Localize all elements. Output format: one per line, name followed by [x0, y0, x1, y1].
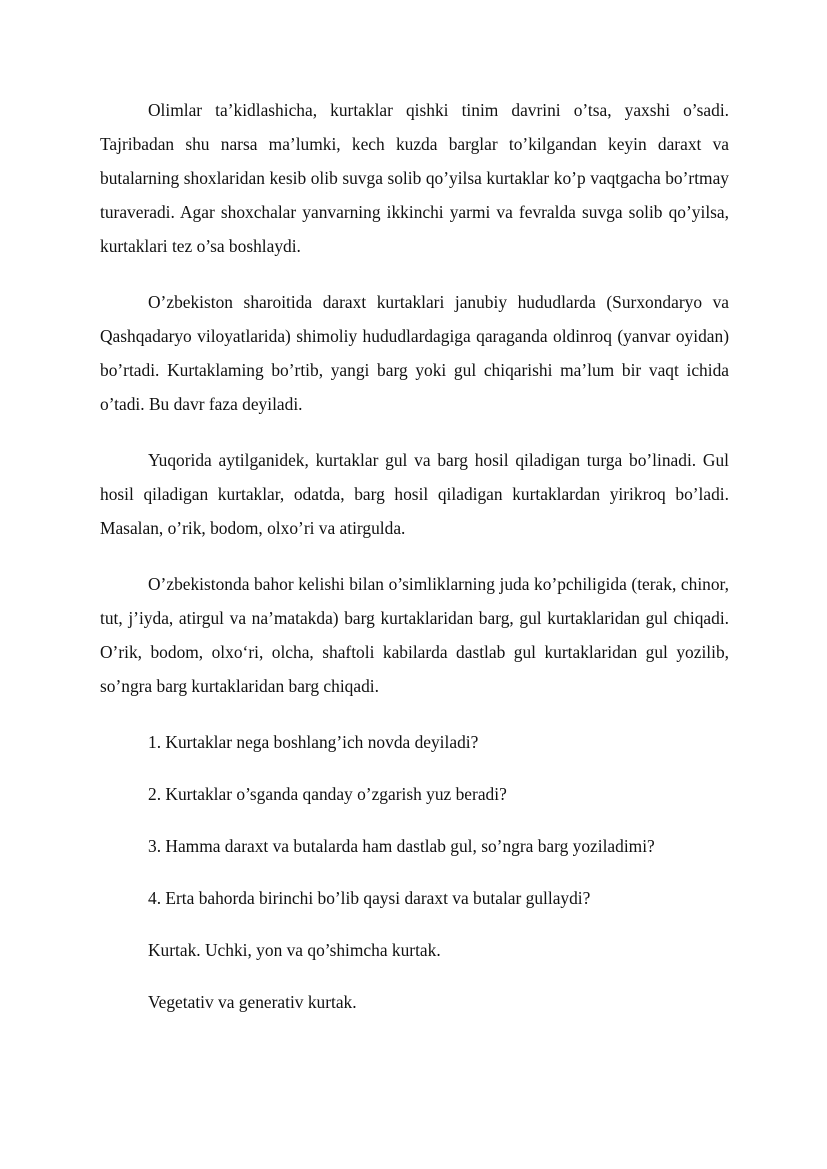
paragraph-2: O’zbekiston sharoitida daraxt kurtaklari janubiy hududlarda (Surxondaryo va Qashqadaryo viloyatlarida) shimoliy hududlardagiga qaraganda oldinroq (yanvar oyidan) bo’rtadi. Kurtaklaming bo’rtib, yangi barg yoki gul chiqarishi ma’lum bir vaqt ichida o’tadi. Bu davr faza deyiladi. [100, 292, 729, 414]
document-page [100, 93, 729, 1037]
question-2: 2. Kurtaklar o’sganda qanday o’zgarish yuz beradi? [148, 784, 507, 804]
note-bud-kinds: Vegetativ va generativ kurtak. [148, 992, 357, 1012]
paragraph-3: Yuqorida aytilganidek, kurtaklar gul va barg hosil qiladigan turga bo’linadi. Gul hosil qiladigan kurtaklar, odatda, barg hosil qiladigan kurtaklardan yirikroq bo’ladi. Masalan, o’rik, bodom, olxo’ri va atirgulda. [100, 450, 729, 538]
paragraph-4: O’zbekistonda bahor kelishi bilan o’simliklarning juda ko’pchiligida (terak, chinor, tut, j’iyda, atirgul va na’matakda) barg kurtaklaridan barg, gul kurtaklaridan gul chiqadi. O’rik, bodom, olxo‘ri, olcha, shaftoli kabilarda dastlab gul kurtaklaridan gul yozilib, so’ngra barg kurtaklaridan barg chiqadi. [100, 574, 729, 696]
note-bud-types: Kurtak. Uchki, yon va qo’shimcha kurtak. [148, 940, 441, 960]
paragraph-1: Olimlar ta’kidlashicha, kurtaklar qishki tinim davrini o’tsa, yaxshi o’sadi. Tajribadan shu narsa ma’lumki, kech kuzda barglar to’kilgandan keyin daraxt va butalarning shoxlaridan kesib olib suvga solib qo’yilsa kurtaklar ko’p vaqtgacha bo’rtmay turaveradi. Agar shoxchalar yanvarning ikkinchi yarmi va fevralda suvga solib qo’yilsa, kurtaklari tez o’sa boshlaydi. [100, 100, 729, 256]
question-3: 3. Hamma daraxt va butalarda ham dastlab gul, so’ngra barg yoziladimi? [148, 836, 655, 856]
question-1: 1. Kurtaklar nega boshlang’ich novda deyiladi? [148, 732, 479, 752]
question-4: 4. Erta bahorda birinchi bo’lib qaysi daraxt va butalar gullaydi? [148, 888, 591, 908]
